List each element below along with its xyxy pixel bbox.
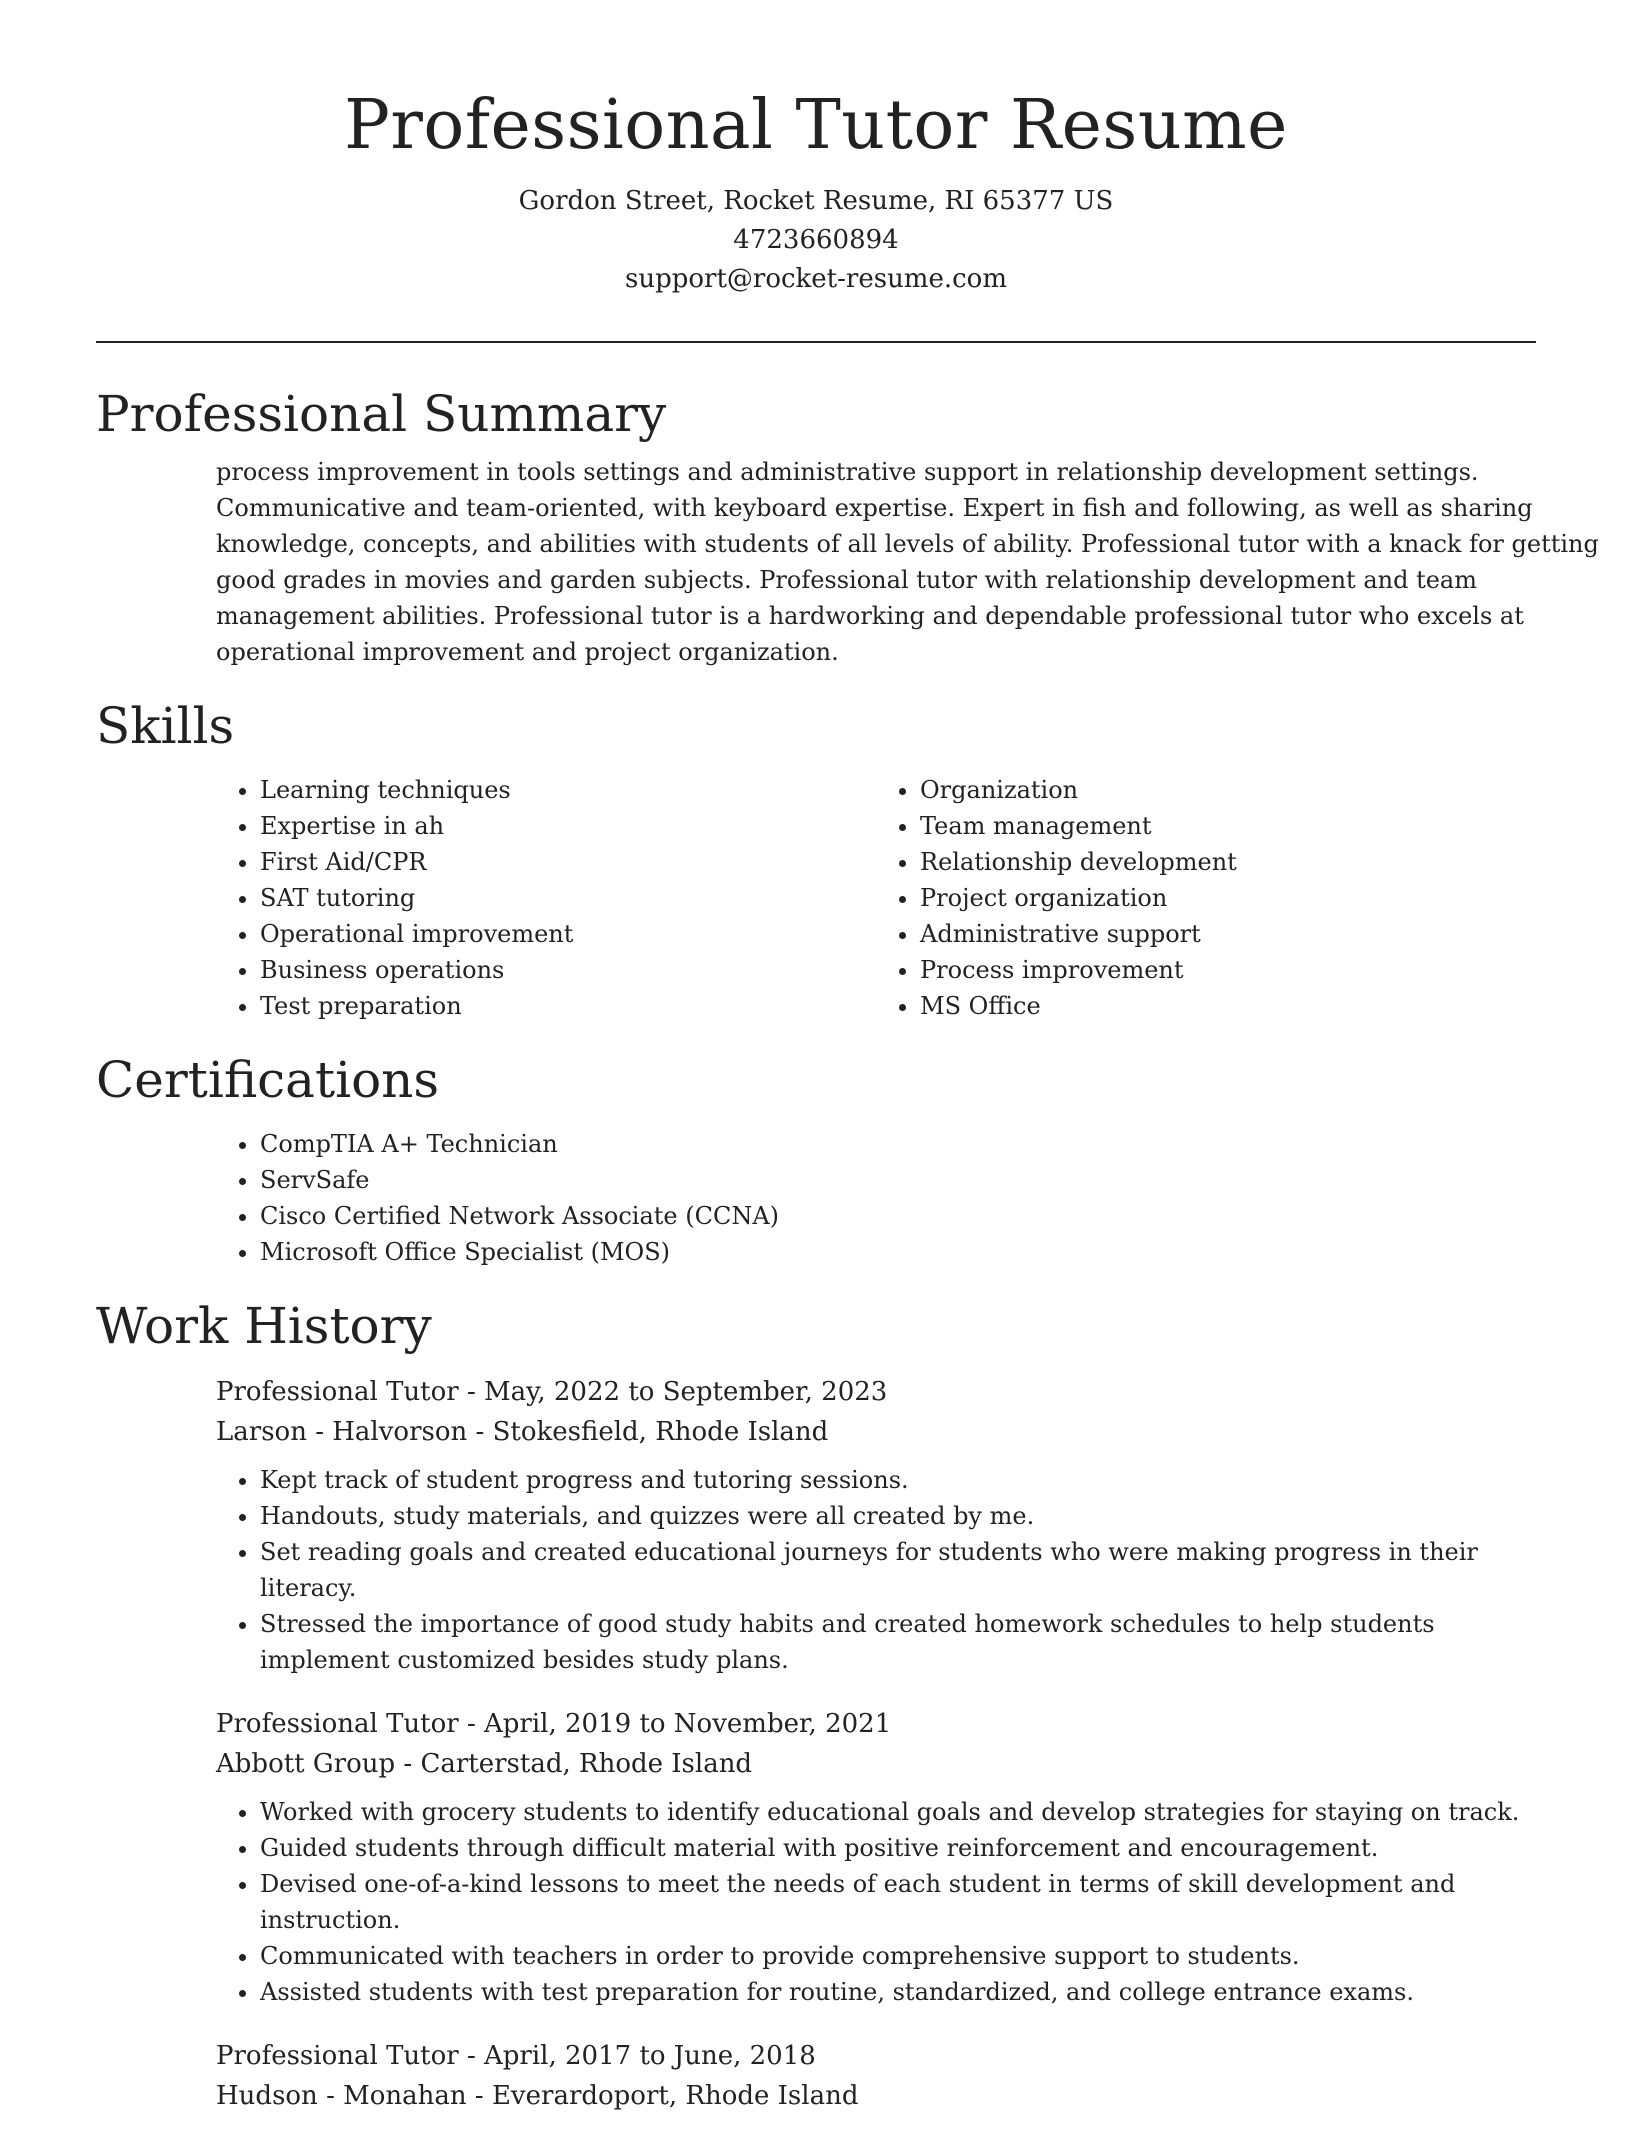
- job-bullets: [216, 1462, 1536, 1678]
- certification-item: • Cisco Certified Network Associate (CCNA): [260, 1198, 1536, 1234]
- job-title: Professional Tutor: [216, 2041, 459, 2071]
- resume-header: [0, 0, 1632, 299]
- skills-section: [96, 692, 1536, 1024]
- job-entry: [216, 1704, 1536, 2010]
- skill-item: • SAT tutoring: [260, 880, 876, 916]
- job-company: Abbott Group: [216, 1749, 396, 1779]
- skill-item: • MS Office: [920, 988, 1536, 1024]
- job-company-line: [216, 1412, 1536, 1452]
- work-history-heading: Work History: [96, 1297, 432, 1355]
- job-title: Professional Tutor: [216, 1709, 459, 1739]
- skills-heading: Skills: [96, 697, 235, 755]
- job-location: - Stokesfield, Rhode Island: [467, 1417, 829, 1447]
- summary-heading: Professional Summary: [96, 385, 667, 443]
- job-bullet: • Worked with grocery students to identify educational goals and develop strategies for staying on track.: [260, 1794, 1536, 1830]
- skills-list-right: [876, 772, 1536, 1024]
- header-divider: [96, 341, 1536, 343]
- job-bullets: [216, 1794, 1536, 2010]
- job-bullet: • Guided students through difficult material with positive reinforcement and encouragement.: [260, 1830, 1536, 1866]
- summary-text: process improvement in tools settings and administrative support in relationship development settings. Communicative and team-oriented, with keyboard expertise. Expert in fish and following, as well as sharing knowledge, concepts, and abilities with students of all levels of ability. Professional tutor with a knack for getting good grades in movies and garden subjects. Professional tutor with relationship development and team management abilities. Professional tutor is a hardworking and dependable professional tutor who excels at operational improvement and project organization.: [216, 458, 1599, 666]
- skill-item: • Business operations: [260, 952, 876, 988]
- certifications-heading: Certifications: [96, 1051, 440, 1109]
- skill-item: • Process improvement: [920, 952, 1536, 988]
- certifications-block: [216, 1126, 1536, 1270]
- skill-item: • Project organization: [920, 880, 1536, 916]
- job-entry: [216, 1372, 1536, 1678]
- job-company-line: [216, 1744, 1536, 1784]
- job-dates: - April, 2019 to November, 2021: [458, 1709, 892, 1739]
- summary-section: [96, 380, 1599, 670]
- skill-item: • Administrative support: [920, 916, 1536, 952]
- certification-item: • ServSafe: [260, 1162, 1536, 1198]
- contact-address: Gordon Street, Rocket Resume, RI 65377 US: [518, 186, 1114, 216]
- resume-body: [96, 380, 1599, 2142]
- skill-item: • Operational improvement: [260, 916, 876, 952]
- certifications-section: [96, 1046, 1536, 1270]
- skill-item: • Test preparation: [260, 988, 876, 1024]
- job-dates: - April, 2017 to June, 2018: [458, 2041, 816, 2071]
- skill-item: • Relationship development: [920, 844, 1536, 880]
- job-location: - Everardoport, Rhode Island: [466, 2081, 859, 2111]
- work-history-section: [96, 1292, 1536, 2116]
- job-title-line: [216, 2036, 1536, 2076]
- certification-item: • CompTIA A+ Technician: [260, 1126, 1536, 1162]
- job-company: Hudson - Monahan: [216, 2081, 467, 2111]
- skill-item: • First Aid/CPR: [260, 844, 876, 880]
- resume-title: Professional Tutor Resume: [344, 86, 1288, 165]
- job-title: Professional Tutor: [216, 1377, 459, 1407]
- job-title-line: [216, 1704, 1536, 1744]
- skill-item: • Team management: [920, 808, 1536, 844]
- job-bullet: • Handouts, study materials, and quizzes were all created by me.: [260, 1498, 1536, 1534]
- job-bullet: • Stressed the importance of good study habits and created homework schedules to help students implement customized besides study plans.: [260, 1606, 1536, 1678]
- skill-item: • Learning techniques: [260, 772, 876, 808]
- job-bullet: • Kept track of student progress and tutoring sessions.: [260, 1462, 1536, 1498]
- skills-columns: [216, 772, 1536, 1024]
- job-company-line: [216, 2076, 1536, 2116]
- job-title-line: [216, 1372, 1536, 1412]
- contact-info: [0, 182, 1632, 299]
- certification-item: • Microsoft Office Specialist (MOS): [260, 1234, 1536, 1270]
- job-bullet: • Communicated with teachers in order to provide comprehensive support to students.: [260, 1938, 1536, 1974]
- job-location: - Carterstad, Rhode Island: [395, 1749, 753, 1779]
- job-bullet: • Assisted students with test preparation for routine, standardized, and college entrance exams.: [260, 1974, 1536, 2010]
- skill-item: • Organization: [920, 772, 1536, 808]
- skill-item: • Expertise in ah: [260, 808, 876, 844]
- contact-phone: 4723660894: [733, 225, 899, 255]
- job-dates: - May, 2022 to September, 2023: [458, 1377, 888, 1407]
- job-company: Larson - Halvorson: [216, 1417, 468, 1447]
- certifications-list: [216, 1126, 1536, 1270]
- skills-list-left: [216, 772, 876, 1024]
- job-entry: [216, 2036, 1536, 2116]
- job-bullet: • Set reading goals and created educational journeys for students who were making progress in their literacy.: [260, 1534, 1536, 1606]
- contact-email: support@rocket-resume.com: [624, 264, 1007, 294]
- job-bullet: • Devised one-of-a-kind lessons to meet the needs of each student in terms of skill development and instruction.: [260, 1866, 1536, 1938]
